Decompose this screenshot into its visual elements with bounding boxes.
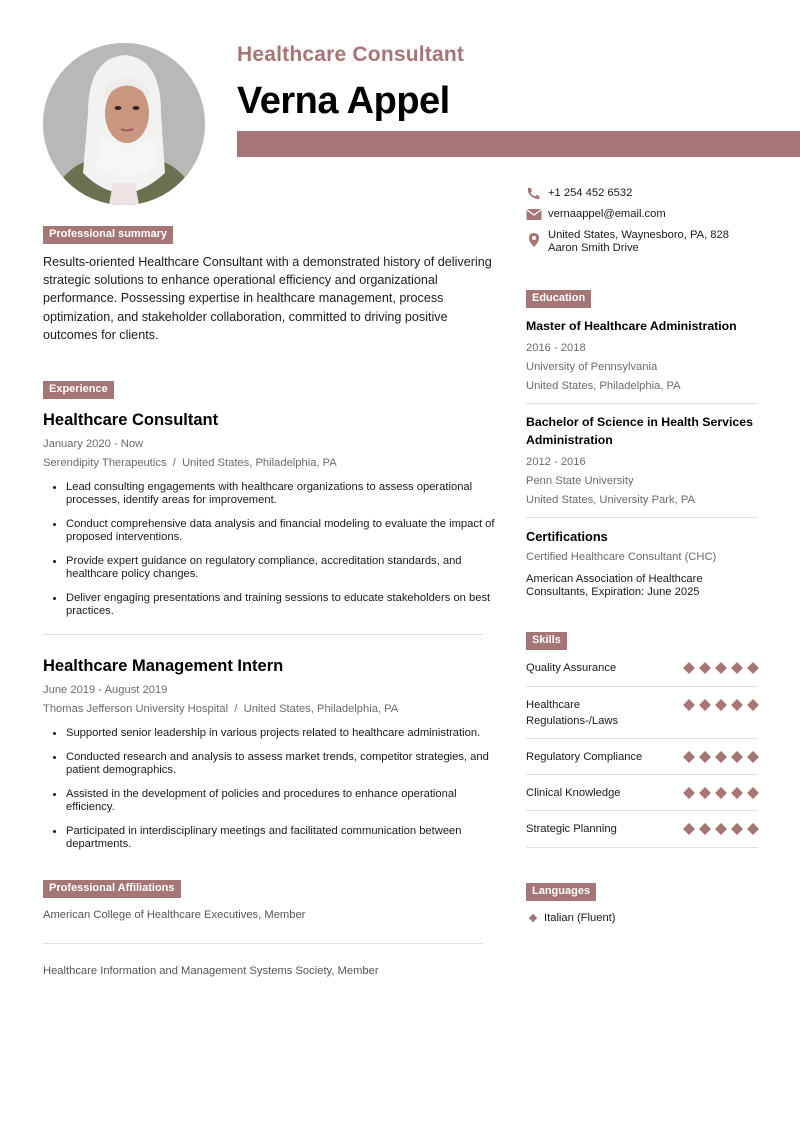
job-dates: January 2020 - Now: [43, 438, 144, 450]
divider: [526, 847, 758, 848]
education-dates: 2016 - 2018: [526, 342, 586, 354]
skill-name: Regulatory Compliance: [526, 751, 643, 763]
skill-rating: [684, 697, 758, 729]
address-line-1: United States, Waynesboro, PA, 828: [548, 229, 729, 241]
job-dates: June 2019 - August 2019: [43, 684, 168, 696]
job-company-location: Thomas Jefferson University Hospital / United States, Philadelphia, PA: [43, 703, 399, 715]
section-heading-education: Education: [526, 290, 591, 308]
profile-photo: [43, 43, 205, 205]
summary-text: Results-oriented Healthcare Consultant with a demonstrated history of delivering strategic solutions to enhance operational efficiency and organizational performance. Possessing expertise in healthcare management, process optimization, and stakeholder collaboration, committed to driving positive outcomes for clients.: [43, 255, 492, 342]
contact-phone: [526, 187, 632, 200]
job-bullet: Conducted research and analysis to assess market trends, competitor strategies, and patient demographics.: [51, 751, 498, 777]
divider: [526, 738, 758, 739]
degree: Bachelor of Science in Health Services Administration: [526, 415, 753, 447]
certification-issuer: American Association of Healthcare Consultants, Expiration: June 2025: [526, 573, 703, 598]
contact-email: [526, 208, 666, 221]
job-bullet: Participated in interdisciplinary meetings and facilitated communication between departments.: [51, 825, 498, 851]
skill-rating: [684, 660, 758, 676]
diamond-bullet-icon: [529, 914, 537, 922]
degree: Master of Healthcare Administration: [526, 319, 737, 333]
job-title: Healthcare Consultant: [43, 411, 219, 429]
affiliation-item: Healthcare Information and Management Systems Society, Member: [43, 965, 379, 977]
job-bullets: [43, 727, 498, 851]
skill-row: [526, 697, 758, 729]
email-icon: [526, 208, 542, 221]
certifications-section: [526, 529, 758, 599]
skill-row: [526, 660, 758, 676]
skill-row: [526, 749, 758, 765]
job-bullet: Lead consulting engagements with healthcare organizations to assess operational processes, identify areas for improvement.: [51, 481, 498, 507]
job-bullet: Assisted in the development of policies and procedures to enhance operational efficiency.: [51, 788, 498, 814]
experience-item: [43, 656, 498, 862]
location-pin-icon: [526, 232, 542, 248]
skill-rating: [684, 785, 758, 801]
skill-name: Healthcare Regulations-/Laws: [526, 699, 619, 727]
divider: [526, 403, 758, 404]
section-heading-certifications: Certifications: [526, 529, 608, 544]
education-location: United States, Philadelphia, PA: [526, 380, 681, 392]
skill-row: [526, 821, 758, 837]
divider: [43, 634, 483, 635]
school: Penn State University: [526, 475, 634, 487]
address-text: [548, 229, 729, 255]
education-item: [526, 413, 758, 507]
email-address[interactable]: vernaappel@email.com: [548, 208, 666, 220]
divider: [526, 774, 758, 775]
divider: [526, 810, 758, 811]
job-company-location: Serendipity Therapeutics / United States, Philadelphia, PA: [43, 457, 337, 469]
phone-number[interactable]: +1 254 452 6532: [548, 187, 633, 199]
section-heading-affiliations: Professional Affiliations: [43, 880, 181, 898]
language-name: Italian (Fluent): [544, 912, 616, 924]
divider: [43, 943, 483, 944]
section-heading-experience: Experience: [43, 381, 114, 399]
certification-name: Certified Healthcare Consultant (CHC): [526, 551, 717, 563]
skill-name: Clinical Knowledge: [526, 787, 621, 799]
skill-name: Strategic Planning: [526, 823, 617, 835]
address-line-2: Aaron Smith Drive: [548, 242, 639, 254]
education-item: [526, 317, 758, 393]
education-dates: 2012 - 2016: [526, 456, 586, 468]
job-bullet: Provide expert guidance on regulatory compliance, accreditation standards, and healthcare policy changes.: [51, 555, 498, 581]
divider: [526, 686, 758, 687]
affiliation-item: American College of Healthcare Executives, Member: [43, 909, 306, 921]
skill-rating: [684, 821, 758, 837]
experience-item: [43, 410, 498, 629]
job-bullets: [43, 481, 498, 618]
portrait-image: [43, 43, 205, 205]
job-bullet: Supported senior leadership in various projects related to healthcare administration.: [51, 727, 498, 740]
skill-rating: [684, 749, 758, 765]
header-accent-bar: [237, 131, 800, 157]
job-bullet: Deliver engaging presentations and training sessions to educate stakeholders on best practices.: [51, 592, 498, 618]
section-heading-languages: Languages: [526, 883, 596, 901]
school: University of Pennsylvania: [526, 361, 658, 373]
job-title-heading: Healthcare Consultant: [237, 43, 465, 66]
job-title: Healthcare Management Intern: [43, 657, 284, 675]
section-heading-summary: Professional summary: [43, 226, 173, 244]
contact-address: [526, 229, 729, 255]
skill-name: Quality Assurance: [526, 662, 617, 674]
language-item: [530, 912, 616, 924]
education-location: United States, University Park, PA: [526, 494, 695, 506]
phone-icon: [526, 187, 542, 200]
candidate-name: Verna Appel: [237, 80, 450, 122]
skill-row: [526, 785, 758, 801]
job-bullet: Conduct comprehensive data analysis and financial modeling to evaluate the impact of proposed interventions.: [51, 518, 498, 544]
divider: [526, 517, 758, 518]
section-heading-skills: Skills: [526, 632, 567, 650]
